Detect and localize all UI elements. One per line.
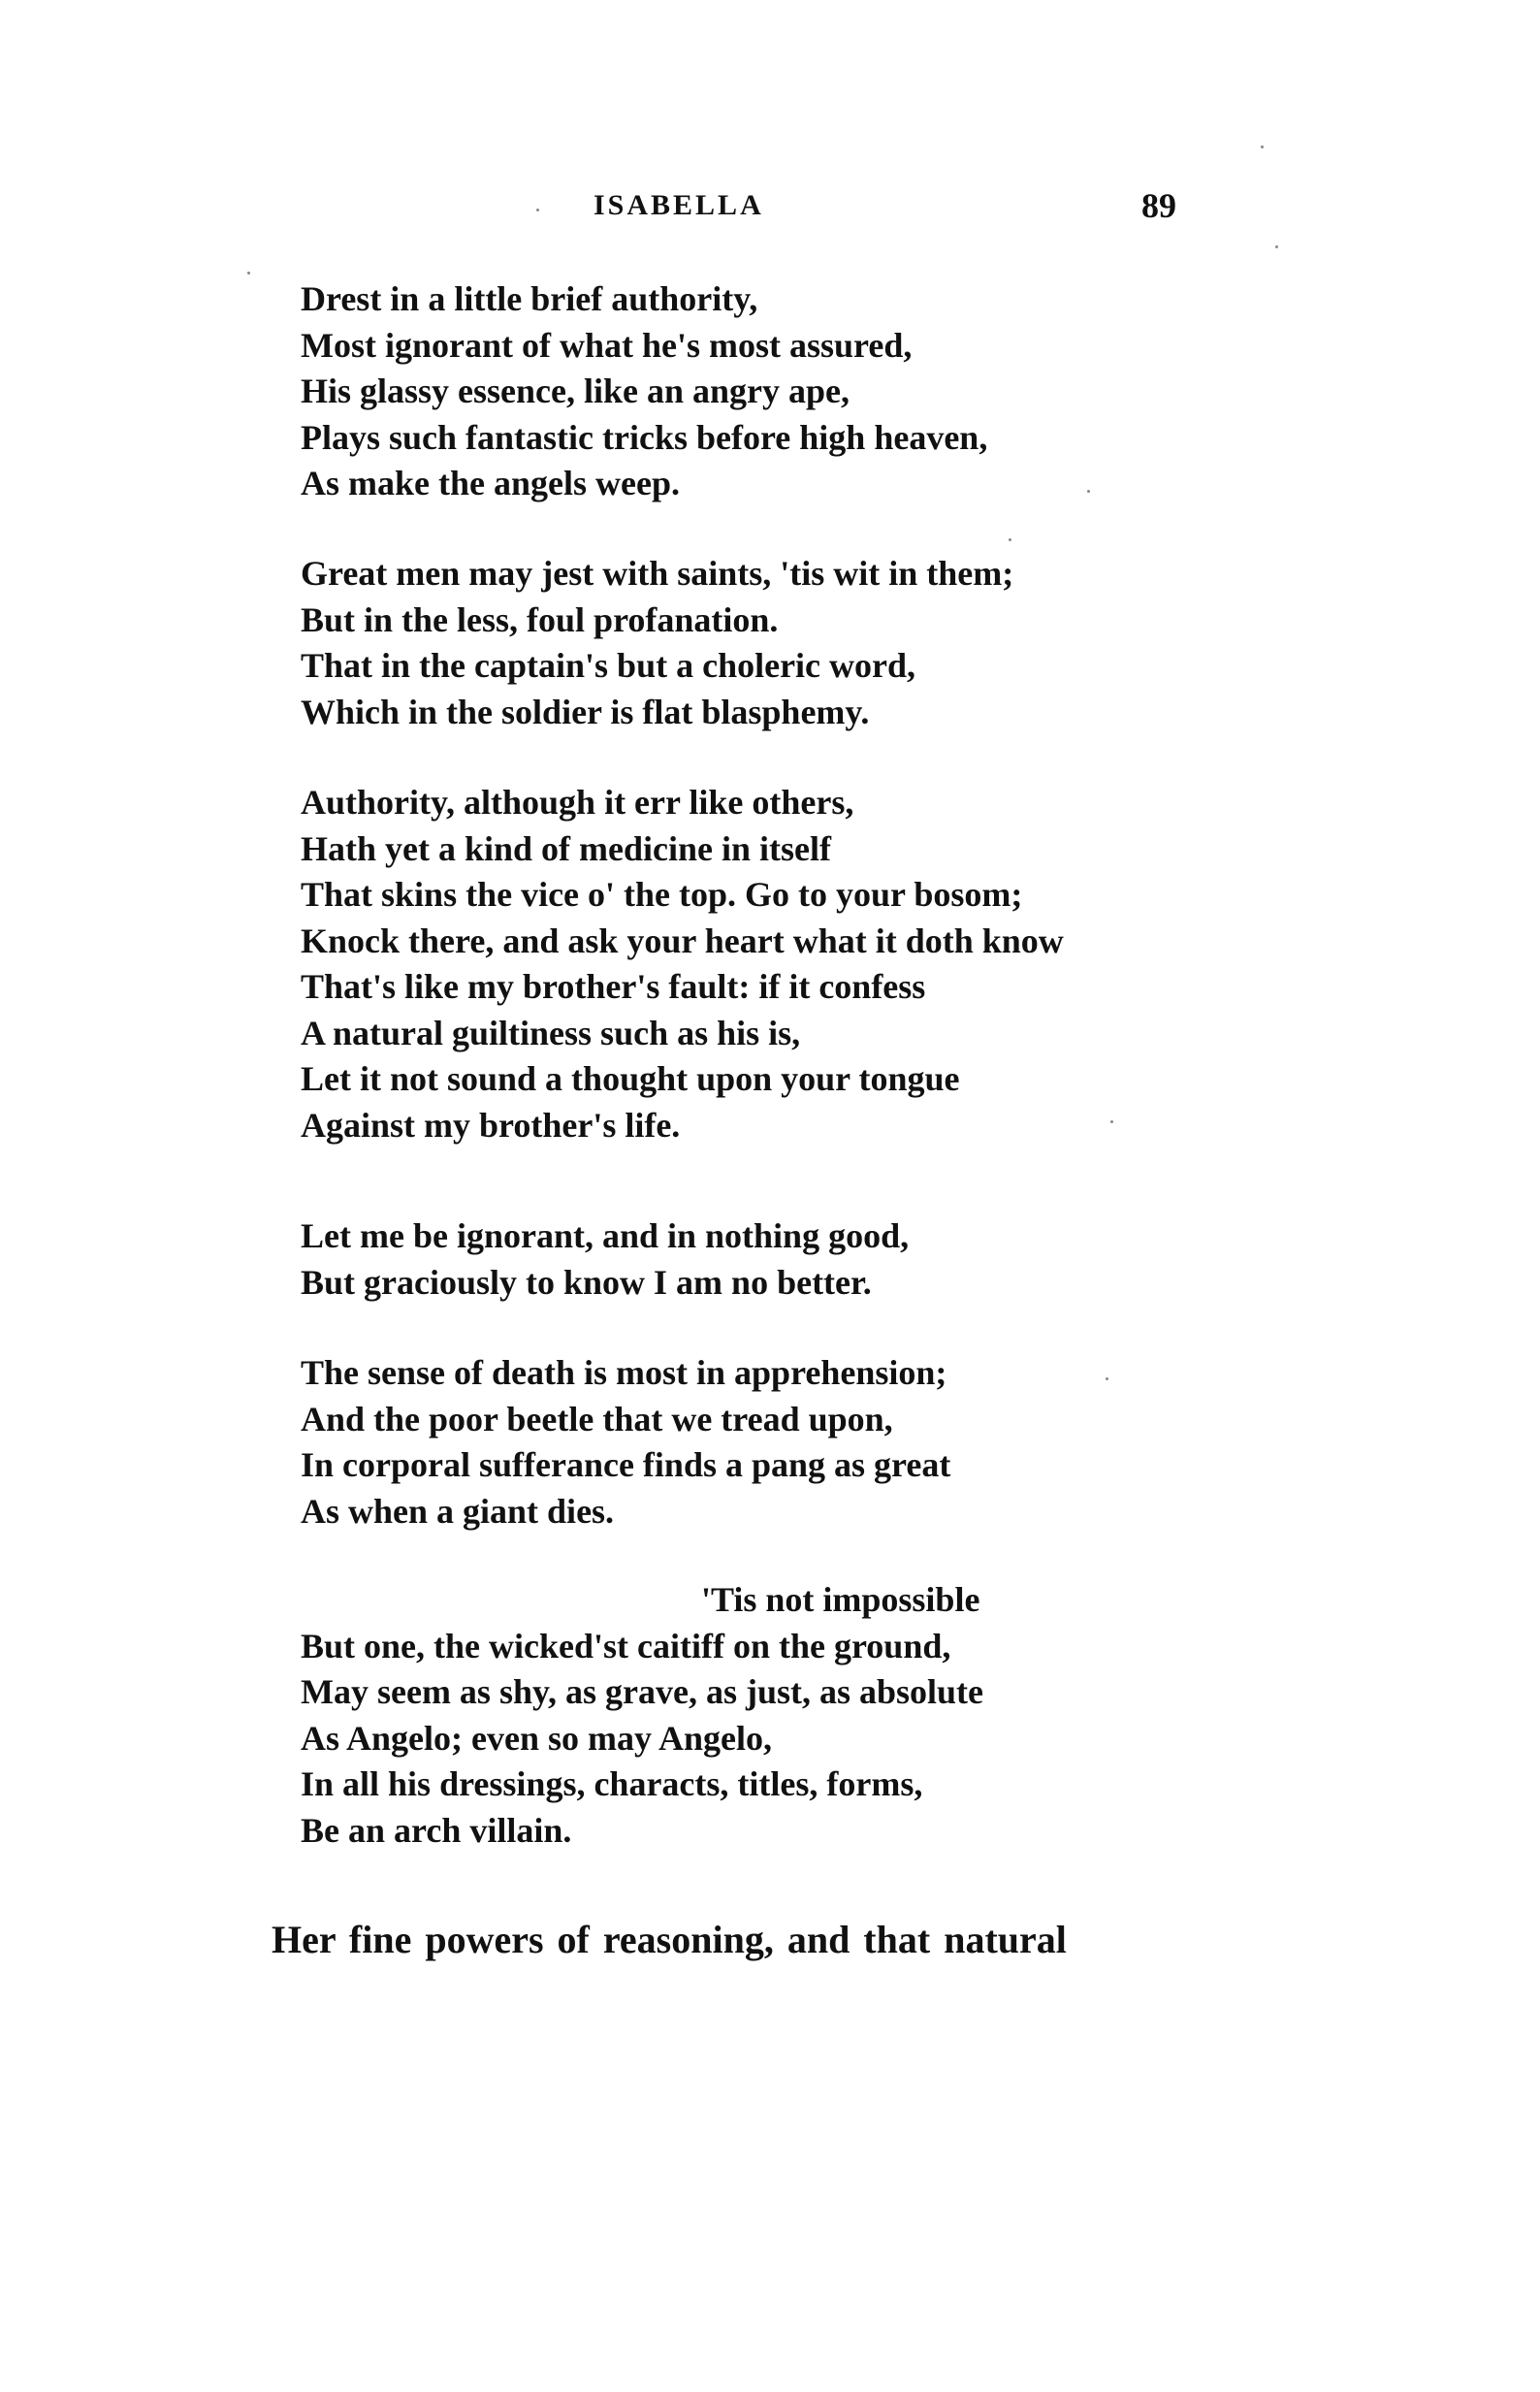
verse-stanza: [301, 276, 1270, 507]
verse-stanza: [301, 780, 1270, 1148]
scan-speck: [1087, 490, 1090, 493]
verse-stanza: [301, 1350, 1270, 1535]
scan-speck: [247, 272, 250, 275]
verse-line: As make the angels weep.: [301, 464, 680, 502]
verse-stanza: [301, 1577, 1270, 1854]
verse-line: A natural guiltiness such as his is,: [301, 1013, 801, 1052]
verse-line: Knock there, and ask your heart what it doth know: [301, 921, 1064, 960]
scan-speck: [1106, 1377, 1108, 1380]
verse-line: Most ignorant of what he's most assured,: [301, 325, 913, 365]
verse-line: Which in the soldier is flat blasphemy.: [301, 692, 870, 731]
scan-speck: [536, 209, 539, 211]
verse-line: Be an arch villain.: [301, 1810, 572, 1850]
verse-line: Hath yet a kind of medicine in itself: [301, 828, 831, 868]
verse-line: As Angelo; even so may Angelo,: [301, 1718, 772, 1758]
verse-line: But one, the wicked'st caitiff on the ground,: [301, 1626, 951, 1665]
scan-speck: [1261, 145, 1264, 148]
scan-speck: [1009, 538, 1011, 541]
verse-line: His glassy essence, like an angry ape,: [301, 372, 850, 410]
verse-line: But in the less, foul profanation.: [301, 599, 779, 639]
verse-line: May seem as shy, as grave, as just, as absolute: [301, 1672, 984, 1711]
verse-line: The sense of death is most in apprehension;: [301, 1353, 947, 1392]
verse-line: Authority, although it err like others,: [301, 783, 854, 822]
verse-line: That skins the vice o' the top. Go to your bosom;: [301, 875, 1023, 914]
page-header: [0, 186, 1540, 238]
verse-line: Against my brother's life.: [301, 1105, 681, 1145]
verse-line: But graciously to know I am no better.: [301, 1262, 872, 1302]
verse-line: Great men may jest with saints, 'tis wit in them;: [301, 554, 1014, 593]
scan-speck: [1110, 1120, 1113, 1123]
verse-line: Drest in a little brief authority,: [301, 279, 758, 318]
verse-line: That in the captain's but a choleric word,: [301, 646, 916, 685]
verse-line: Let me be ignorant, and in nothing good,: [301, 1216, 910, 1255]
verse-line: And the poor beetle that we tread upon,: [301, 1399, 893, 1438]
verse-line: Plays such fantastic tricks before high heaven,: [301, 417, 988, 457]
prose-paragraph: Her fine powers of reasoning, and that natural: [272, 1918, 1067, 1961]
verse-line: 'Tis not impossible: [701, 1580, 980, 1619]
verse-stanza: [301, 551, 1270, 735]
running-title: ISABELLA: [594, 189, 764, 221]
scan-speck: [1275, 245, 1278, 248]
verse-stanza: [301, 1213, 1270, 1306]
verse-line: Let it not sound a thought upon your tongue: [301, 1059, 960, 1098]
verse-line: That's like my brother's fault: if it confess: [301, 967, 926, 1006]
verse-line: In all his dressings, characts, titles, forms,: [301, 1764, 923, 1803]
page-number: 89: [1141, 186, 1176, 225]
verse-line: In corporal sufferance finds a pang as great: [301, 1445, 951, 1484]
verse-line: As when a giant dies.: [301, 1491, 615, 1531]
